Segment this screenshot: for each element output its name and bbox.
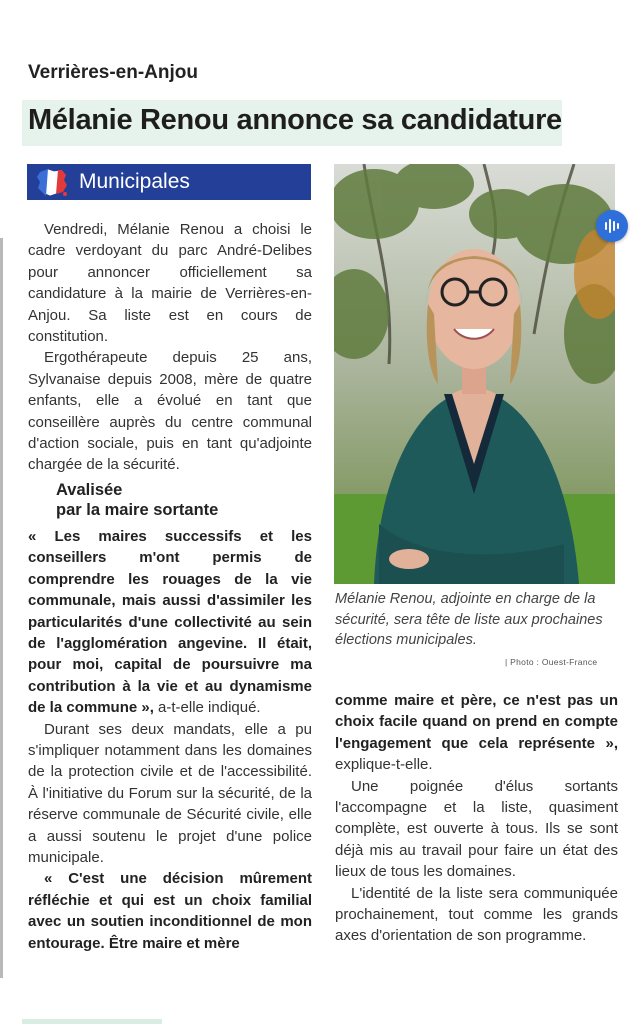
photo-credit: | Photo : Ouest-France xyxy=(505,657,598,667)
section-subhead xyxy=(56,480,312,520)
france-map-icon xyxy=(32,166,72,198)
portrait-illustration xyxy=(334,164,615,584)
paragraph-team: Une poignée d'élus sortants l'accompagne et la liste, quasiment complète, est ouverte à tous. Ils se sont déjà mis au travail pour faire un état des lieux de tous les domaines. xyxy=(335,777,618,881)
paragraph-mandates: Durant ses deux mandats, elle a pu s'impliquer notamment dans les domaines de la protection civile et de l'accessibilité. À l'initiative du Forum sur la sécurité, de la réserve communale de Sécurité civile, elle a aussi soutenu le projet d'une police municipale. xyxy=(28,720,312,866)
quote-text-2-cont: comme maire et père, ce n'est pas un choix facile quand on prend en compte l'engagement que cela représente », xyxy=(335,692,618,752)
quote-paragraph-2-cont xyxy=(335,690,618,776)
article-location: Verrières-en-Anjou xyxy=(28,62,198,83)
rubric-banner xyxy=(27,164,311,200)
quote-text-1: « Les maires successifs et les conseillers m'ont permis de comprendre les rouages de la vie communale, mais aussi d'assimiler les particularités d'une collectivité au sein de l'agglomération angevine. Il était, pour moi, capital de poursuivre ma contribution à la vie et au dynamisme de la commune », xyxy=(28,527,312,717)
rubric-label: Municipales xyxy=(79,170,190,193)
audio-player-button[interactable] xyxy=(596,210,628,242)
article-photo xyxy=(334,164,615,584)
article-column-right xyxy=(335,690,618,947)
subhead-line-1: Avalisée xyxy=(56,480,123,499)
page-edge-divider xyxy=(0,238,3,978)
quote-text-2: « C'est une décision mûrement réfléchie et qui est un choix familial avec un soutien inconditionnel de mon entourage. Être maire et mère xyxy=(28,870,312,952)
quote-attribution-2: explique-t-elle. xyxy=(335,756,433,774)
article-column-left xyxy=(28,219,312,954)
audio-waveform-icon xyxy=(596,210,628,242)
paragraph-bio: Ergothérapeute depuis 25 ans, Sylvanaise depuis 2008, mère de quatre enfants, elle a évolué en tant que conseillère auprès du centre communal d'action sociale, puis en tant qu'adjointe chargée de la sécurité. xyxy=(28,349,312,474)
article-headline: Mélanie Renou annonce sa candidature xyxy=(28,104,562,136)
subhead-line-2: par la maire sortante xyxy=(56,500,219,519)
photo-caption: Mélanie Renou, adjointe en charge de la sécurité, sera tête de liste aux prochaines élections municipales. xyxy=(335,591,603,648)
quote-paragraph-1 xyxy=(28,526,312,719)
next-article-band xyxy=(22,1019,162,1024)
paragraph-program: L'identité de la liste sera communiquée prochainement, tout comme les grands axes d'orientation de son programme. xyxy=(335,884,618,945)
quote-attribution-1: a-t-elle indiqué. xyxy=(153,699,261,717)
paragraph-intro: Vendredi, Mélanie Renou a choisi le cadre verdoyant du parc André-Delibes pour annoncer officiellement sa candidature à la mairie de Verrières-en-Anjou. Sa liste est en cours de constitution. xyxy=(28,221,312,346)
